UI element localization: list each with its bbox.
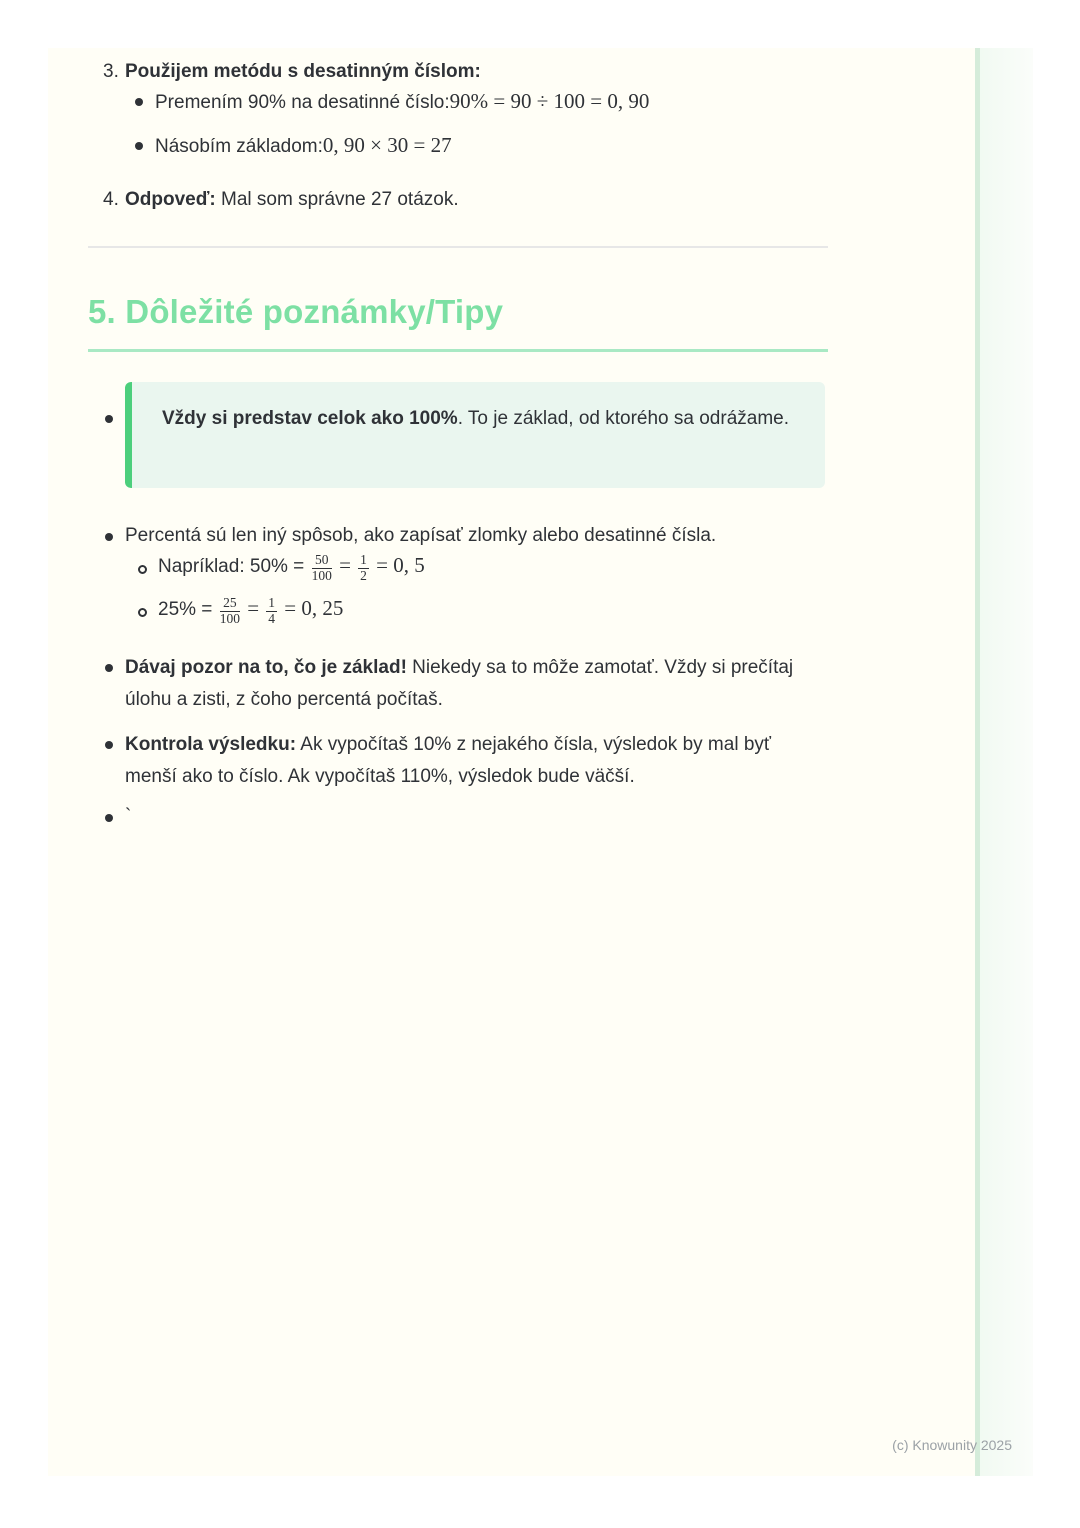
example-25-eq1: = <box>241 596 265 620</box>
numbered-item-4 <box>103 185 828 215</box>
section-5-heading: 5. Dôležité poznámky/Tipy <box>88 293 504 330</box>
sub-bullet-example-25 <box>88 593 828 627</box>
item-4-number: 4. <box>103 189 119 210</box>
bullet-davaj-pozor <box>88 652 828 716</box>
bullet-kontrola <box>88 729 828 793</box>
example-50-eq2: = <box>370 553 394 577</box>
bullet-dot-icon <box>105 533 113 541</box>
highlight-callout <box>125 382 825 488</box>
example-25-eq2: = <box>279 596 302 620</box>
fraction-numerator: 1 <box>266 596 277 612</box>
bullet-dot-icon <box>135 98 143 106</box>
bullet-nasobim-text <box>155 130 452 162</box>
fraction-numerator: 50 <box>312 553 332 569</box>
right-accent-band <box>975 48 1033 1476</box>
content-area <box>88 48 828 1476</box>
bullet-nasobim <box>88 130 828 162</box>
bullet-circle-icon <box>138 565 147 574</box>
fraction-1-4 <box>266 596 277 627</box>
bullet-dot-icon <box>105 814 113 822</box>
example-50-prefix: Napríklad: 50% = <box>158 556 310 577</box>
bullet-backtick <box>88 802 828 832</box>
item-3-number: 3. <box>103 61 119 82</box>
example-25-text <box>158 593 343 627</box>
item-4-text <box>125 185 459 215</box>
section-divider <box>88 246 828 248</box>
fraction-denominator: 4 <box>268 611 276 627</box>
fraction-1-2 <box>358 553 369 584</box>
item-4-title: Odpoveď: <box>125 189 216 210</box>
kontrola-bold: Kontrola výsledku: <box>125 734 297 755</box>
example-25-result: 0, 25 <box>301 596 344 620</box>
bullet-premenim-text <box>155 86 649 118</box>
heading-underline <box>88 349 828 352</box>
callout-row <box>88 382 828 488</box>
fraction-50-100 <box>312 553 332 584</box>
callout-text <box>162 402 795 435</box>
bullet-nasobim-math: 0, 90 × 30 = 27 <box>322 133 452 157</box>
numbered-item-3 <box>103 57 828 87</box>
footer-copyright: (c) Knowunity 2025 <box>892 1437 1012 1453</box>
fraction-25-100 <box>220 596 240 627</box>
bullet-premenim-math: 90% = 90 ÷ 100 = 0, 90 <box>449 89 650 113</box>
callout-rest-text: . To je základ, od ktorého sa odrážame. <box>457 408 790 429</box>
bullet-circle-icon <box>138 608 147 617</box>
accent-band-fill <box>980 48 1033 1476</box>
sub-bullet-example-50 <box>88 550 828 584</box>
example-50-eq1: = <box>333 553 357 577</box>
example-25-prefix: 25% = <box>158 599 218 620</box>
davaj-rest: Niekedy sa to môže zamotať. Vždy si prečítaj úlohu a zisti, z čoho percentá počítaš. <box>125 657 794 710</box>
fraction-numerator: 1 <box>358 553 369 569</box>
example-50-result: 0, 5 <box>393 553 425 577</box>
bullet-davaj-text <box>125 652 828 716</box>
callout-bold-text: Vždy si predstav celok ako 100% <box>162 408 458 429</box>
bullet-dot-icon <box>105 415 113 423</box>
fraction-numerator: 25 <box>220 596 240 612</box>
bullet-kontrola-text <box>125 729 828 793</box>
bullet-dot-icon <box>105 741 113 749</box>
bullet-dot-icon <box>135 142 143 150</box>
bullet-percenta <box>88 521 828 551</box>
item-4-answer: Mal som správne 27 otázok. <box>215 189 459 210</box>
kontrola-rest: Ak vypočítaš 10% z nejakého čísla, výsledok by mal byť menší ako to číslo. Ak vypočítaš 110%, výsledok bude väčší. <box>125 734 772 787</box>
bullet-percenta-text: Percentá sú len iný spôsob, ako zapísať zlomky alebo desatinné čísla. <box>125 525 717 546</box>
bullet-dot-icon <box>105 664 113 672</box>
fraction-denominator: 100 <box>219 611 240 627</box>
fraction-denominator: 2 <box>360 568 367 584</box>
davaj-bold: Dávaj pozor na to, čo je základ! <box>125 657 407 678</box>
example-50-text <box>158 550 425 584</box>
bullet-nasobim-label: Násobím základom: <box>155 136 323 157</box>
bullet-premenim <box>88 86 828 118</box>
bullet-premenim-label: Premením 90% na desatinné číslo: <box>155 92 450 113</box>
document-page <box>48 48 1033 1476</box>
item-3-title: Použijem metódu s desatinným číslom: <box>125 61 481 82</box>
bullet-backtick-text: ` <box>125 806 132 827</box>
fraction-denominator: 100 <box>311 568 332 584</box>
